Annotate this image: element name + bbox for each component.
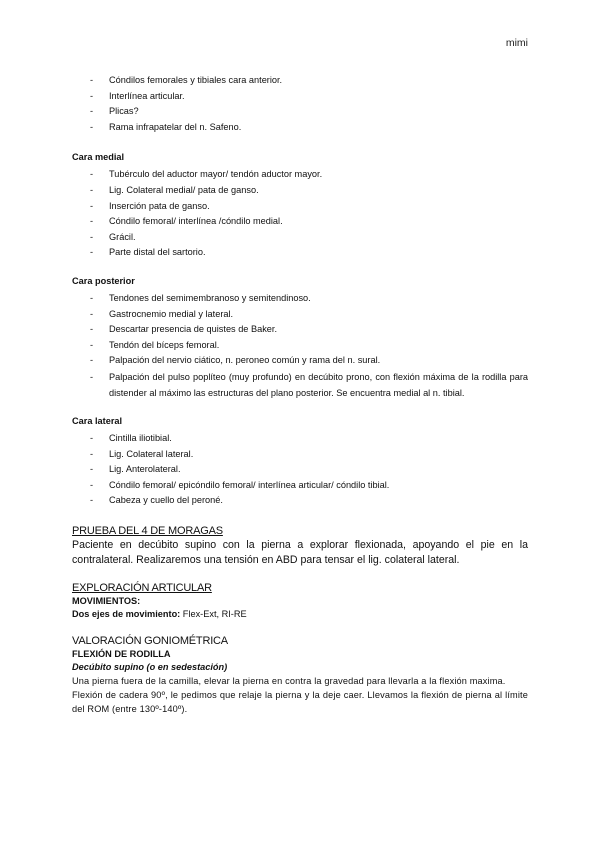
- ejes-line: [72, 608, 528, 621]
- cara-posterior-list: [72, 291, 528, 401]
- cara-posterior-heading: Cara posterior: [72, 275, 135, 286]
- list-item: - Parte distal del sartorio.: [72, 245, 528, 261]
- list-item: - Tendón del bíceps femoral.: [72, 338, 528, 354]
- list-item: - Palpación del nervio ciático, n. peroneo común y rama del n. sural.: [72, 353, 528, 369]
- moragas-title: PRUEBA DEL 4 DE MORAGAS: [72, 524, 223, 537]
- moragas-text: Paciente en decúbito supino con la pierna a explorar flexionada, apoyando el pie en la contralateral. Realizaremos una tensión en ABD para tensar el lig. colateral lateral.: [72, 538, 528, 566]
- list-item: - Tendones del semimembranoso y semitendinoso.: [72, 291, 528, 307]
- list-item: - Lig. Colateral medial/ pata de ganso.: [72, 183, 528, 199]
- list-item: - Palpación del pulso poplíteo (muy profundo) en decúbito prono, con flexión máxima de la rodilla para distender al máximo las estructuras del plano posterior. Se encuentra medial al n. tibial.: [72, 369, 528, 401]
- goniometrica-title: VALORACIÓN GONIOMÉTRICA: [72, 634, 228, 647]
- list-item: - Cabeza y cuello del peroné.: [72, 493, 528, 509]
- exploracion-articular-title: EXPLORACIÓN ARTICULAR: [72, 581, 212, 594]
- cara-medial-heading: Cara medial: [72, 152, 125, 163]
- movimientos-label: MOVIMIENTOS:: [72, 595, 141, 606]
- list-item: - Descartar presencia de quistes de Baker.: [72, 322, 528, 338]
- list-item: - Lig. Colateral lateral.: [72, 447, 528, 463]
- header-label: mimi: [505, 37, 528, 49]
- list-item: - Rama infrapatelar del n. Safeno.: [72, 120, 528, 136]
- list-item: - Cintilla iliotibial.: [72, 431, 528, 447]
- list-item: - Tubérculo del aductor mayor/ tendón aductor mayor.: [72, 167, 528, 183]
- list-item: - Cóndilo femoral/ epicóndilo femoral/ interlínea articular/ cóndilo tibial.: [72, 478, 528, 494]
- list-item: - Plicas?: [72, 104, 528, 120]
- posicion-label: Decúbito supino (o en sedestación): [72, 661, 228, 672]
- list-item: - Grácil.: [72, 230, 528, 246]
- ejes-label: Dos ejes de movimiento:: [72, 608, 181, 619]
- list-item: - Lig. Anterolateral.: [72, 462, 528, 478]
- list-item: - Cóndilos femorales y tibiales cara anterior.: [72, 73, 528, 89]
- cara-lateral-list: [72, 431, 528, 509]
- cara-medial-list: [72, 167, 528, 261]
- list-item: - Cóndilo femoral/ interlínea /cóndilo medial.: [72, 214, 528, 230]
- goniometrica-para-1: Una pierna fuera de la camilla, elevar la pierna en contra la gravedad para llevarla a la flexión maxima.: [72, 675, 506, 686]
- list-item: - Gastrocnemio medial y lateral.: [72, 307, 528, 323]
- ejes-value: Flex-Ext, RI-RE: [180, 608, 247, 619]
- document-content: [72, 73, 528, 716]
- list-item: - Interlínea articular.: [72, 89, 528, 105]
- top-list: [72, 73, 528, 135]
- cara-lateral-heading: Cara lateral: [72, 415, 123, 426]
- goniometrica-para-2: Flexión de cadera 90º, le pedimos que relaje la pierna y la deje caer. Llevamos la flexión de pierna al límite del ROM (entre 130º-140º).: [72, 689, 528, 714]
- flexion-rodilla-label: FLEXIÓN DE RODILLA: [72, 648, 171, 659]
- list-item: - Inserción pata de ganso.: [72, 199, 528, 215]
